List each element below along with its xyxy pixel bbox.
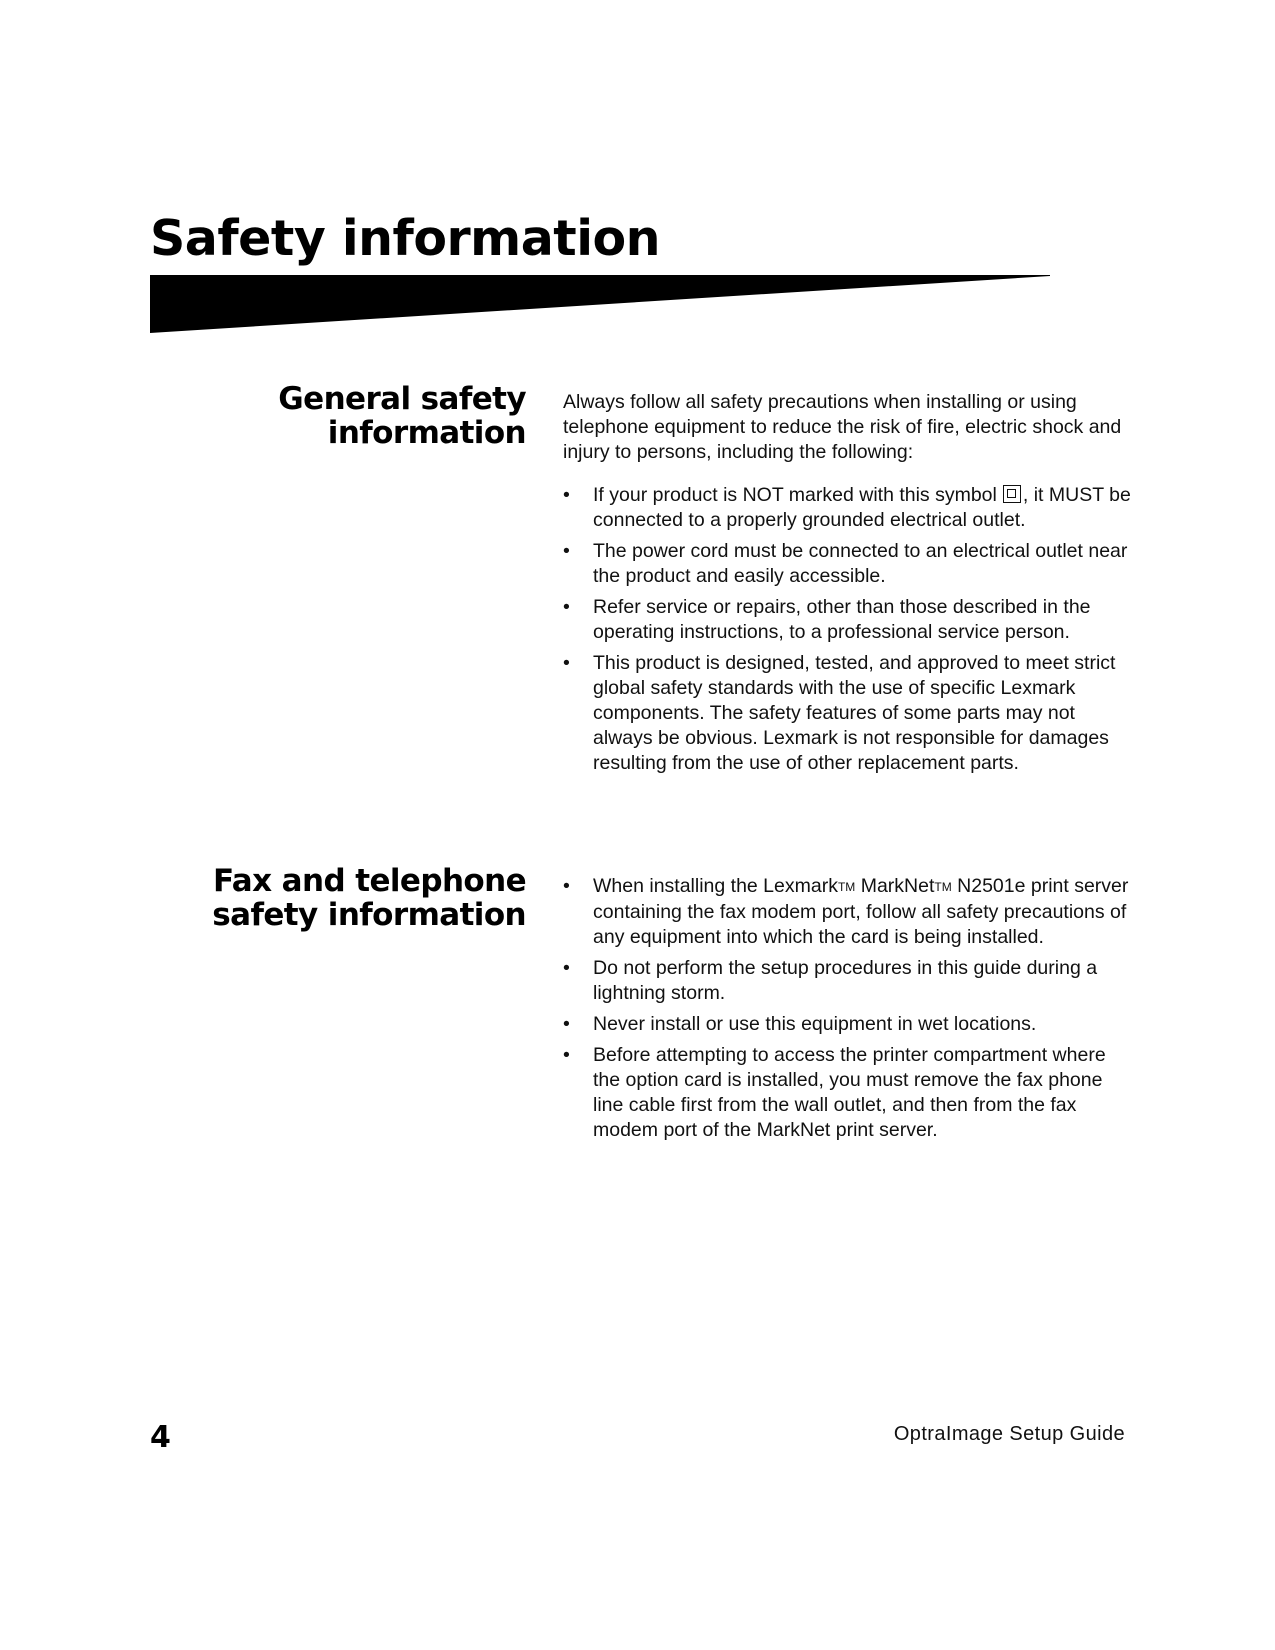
general-safety-intro: Always follow all safety precautions when installing or using telephone equipment to reduce the risk of fire, electric shock and injury to persons, including the following: — [563, 391, 1122, 463]
bullet-text: Never install or use this equipment in wet locations. — [593, 1013, 1037, 1035]
page-title: Safety information — [150, 210, 661, 267]
bullet-text: The power cord must be connected to an electrical outlet near the product and easily accessible. — [593, 540, 1128, 587]
bullet-text-part: When installing the Lexmark — [593, 875, 838, 897]
page-number: 4 — [150, 1420, 171, 1455]
bullet-icon: • — [563, 1044, 570, 1066]
general-safety-body — [563, 390, 1133, 782]
fax-safety-heading — [206, 864, 526, 932]
bullet-text: Refer service or repairs, other than those described in the operating instructions, to a professional service person. — [593, 596, 1091, 643]
list-item — [563, 874, 1133, 950]
bullet-text-part: If your product is NOT marked with this symbol — [593, 484, 997, 506]
trademark-mark: TM — [934, 880, 952, 894]
general-safety-heading-line2: information — [327, 415, 526, 451]
fax-safety-list — [563, 874, 1133, 1143]
bullet-text: This product is designed, tested, and approved to meet strict global safety standards with the use of specific Lexmark components. The safety features of some parts may not always be obvious. Lexmark is not responsible for damages resulting from the use of other replacement parts. — [593, 652, 1116, 774]
bullet-icon: • — [563, 540, 570, 562]
general-safety-list — [563, 483, 1133, 776]
bullet-text-part: MarkNet — [855, 875, 935, 897]
bullet-icon: • — [563, 957, 570, 979]
bullet-icon: • — [563, 1013, 570, 1035]
list-item — [563, 1043, 1133, 1143]
bullet-text: Do not perform the setup procedures in this guide during a lightning storm. — [593, 957, 1098, 1004]
list-item — [563, 483, 1133, 533]
title-wedge-shape — [150, 275, 1050, 333]
double-square-symbol-icon — [1003, 485, 1021, 503]
title-wedge-rule — [150, 275, 1050, 333]
fax-safety-heading-line2: safety information — [212, 897, 526, 933]
footer-document-title: OptraImage Setup Guide — [893, 1423, 1125, 1445]
fax-safety-heading-line1: Fax and telephone — [213, 863, 526, 899]
bullet-text: Before attempting to access the printer compartment where the option card is installed, you must remove the fax phone line cable first from the wall outlet, and then from the fax modem port of the MarkNet print server. — [593, 1044, 1106, 1141]
list-item — [563, 651, 1133, 776]
list-item — [563, 595, 1133, 645]
list-item — [563, 1012, 1133, 1037]
bullet-icon: • — [563, 875, 570, 897]
bullet-text-part: N2501e print server containing the fax modem port, follow all safety precautions of any equipment into which the card is being installed. — [593, 875, 1129, 948]
fax-safety-body — [563, 874, 1133, 1149]
general-safety-heading — [206, 382, 526, 450]
bullet-icon: • — [563, 596, 570, 618]
trademark-mark: TM — [837, 880, 856, 894]
bullet-icon: • — [563, 652, 570, 674]
general-safety-heading-line1: General safety — [278, 381, 526, 417]
list-item — [563, 956, 1133, 1006]
bullet-icon: • — [563, 484, 570, 506]
bullet-text-part: , it MUST be connected to a properly grounded electrical outlet. — [593, 484, 1131, 531]
list-item — [563, 539, 1133, 589]
